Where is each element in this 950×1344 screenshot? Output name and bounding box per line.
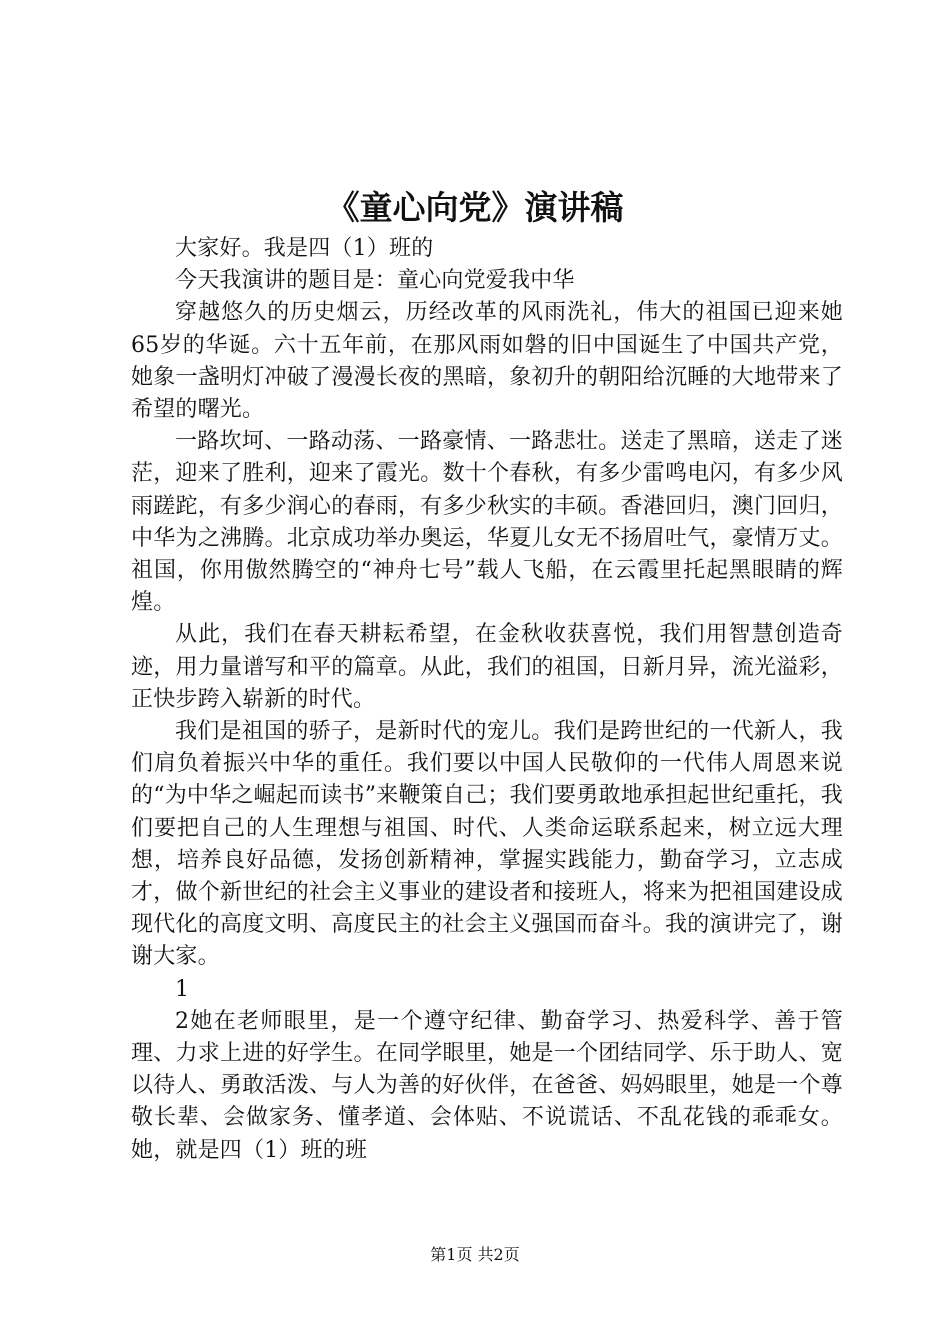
document-title: 《童心向党》演讲稿 bbox=[326, 188, 624, 227]
paragraph-journey: 一路坎坷、一路动荡、一路豪情、一路悲壮。送走了黑暗，送走了迷茫，迎来了胜利，迎来了霞光。数十个春秋，有多少雷鸣电闪，有多少风雨蹉跎，有多少润心的春雨，有多少秋实的丰硕。香港回归，澳门回归，中华为之沸腾。北京成功举办奥运，华夏儿女无不扬眉吐气，豪情万丈。祖国，你用傲然腾空的“神舟七号”载人飞船，在云霞里托起黑眼睛的辉煌。 bbox=[131, 429, 843, 616]
paragraph-history: 穿越悠久的历史烟云，历经改革的风雨洗礼，伟大的祖国已迎来她65岁的华诞。六十五年前，在那风雨如磐的旧中国诞生了中国共产党，她象一盏明灯冲破了漫漫长夜的黑暗，象初升的朝阳给沉睡的大地带来了希望的曙光。 bbox=[131, 300, 843, 423]
paragraph-second-speech: 2她在老师眼里，是一个遵守纪律、勤奋学习、热爱科学、善于管理、力求上进的好学生。在同学眼里，她是一个团结同学、乐于助人、宽以待人、勇敢活泼、与人为善的好伙伴，在爸爸、妈妈眼里，她是一个尊敬长辈、会做家务、懂孝道、会体贴、不说谎话、不乱花钱的乖乖女。她，就是四（1）班的班 bbox=[131, 1008, 843, 1163]
page-footer: 第1页 共2页 bbox=[430, 1245, 520, 1264]
paragraph-topic: 今天我演讲的题目是：童心向党爱我中华 bbox=[175, 268, 575, 294]
paragraph-youth: 我们是祖国的骄子，是新时代的宠儿。我们是跨世纪的一代新人，我们肩负着振兴中华的重任。我们要以中国人民敬仰的一代伟人周恩来说的“为中华之崛起而读书”来鞭策自己；我们要勇敢地承担起世纪重托，我们要把自己的人生理想与祖国、时代、人类命运联系起来，树立远大理想，培养良好品德，发扬创新精神，掌握实践能力，勤奋学习，立志成才，做个新世纪的社会主义事业的建设者和接班人，将来为把祖国建设成现代化的高度文明、高度民主的社会主义强国而奋斗。我的演讲完了，谢谢大家。 bbox=[131, 719, 843, 970]
paragraph-greeting: 大家好。我是四（1）班的 bbox=[175, 236, 434, 261]
paragraph-spring: 从此，我们在春天耕耘希望，在金秋收获喜悦，我们用智慧创造奇迹，用力量谱写和平的篇章。从此，我们的祖国，日新月异，流光溢彩，正快步跨入崭新的时代。 bbox=[131, 622, 843, 712]
document-body bbox=[131, 233, 843, 1167]
paragraph-number-one: 1 bbox=[175, 976, 190, 1002]
